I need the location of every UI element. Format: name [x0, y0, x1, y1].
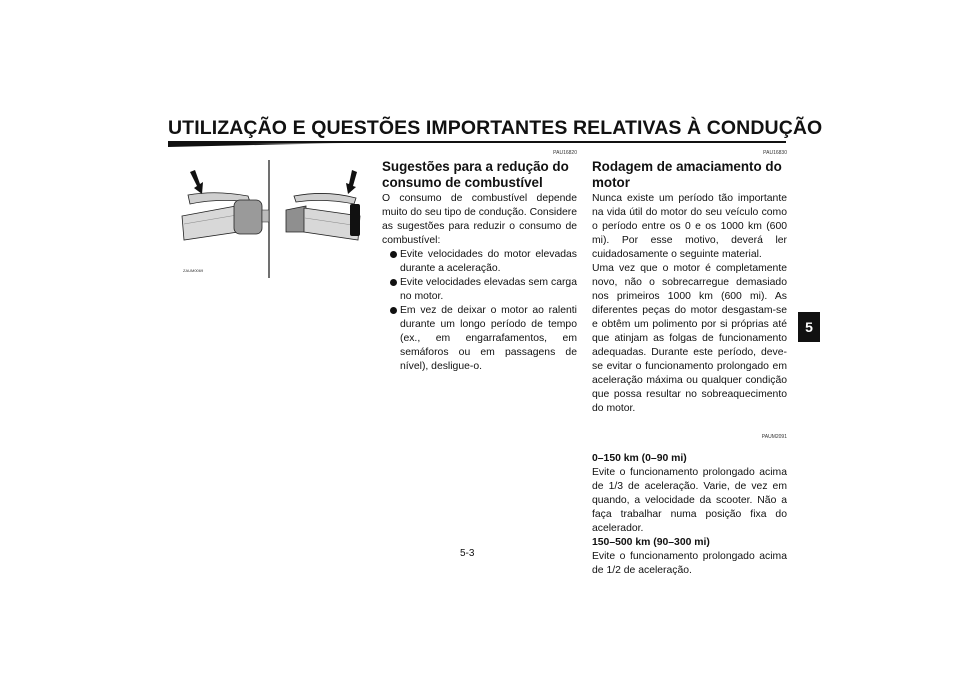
page-title: UTILIZAÇÃO E QUESTÕES IMPORTANTES RELATIVAS À CONDUÇÃO	[168, 117, 823, 139]
chapter-tab: 5	[798, 312, 820, 342]
stage-text: Evite o funcionamento prolongado acima de 1/3 de aceleração. Varie, de vez em quando, a velocidade da scooter. Não a faça trabalhar numa posição fixa do acelerador.	[592, 467, 787, 534]
page-number: 5-3	[460, 548, 475, 559]
list-item: Evite velocidades elevadas sem carga no motor.	[382, 276, 577, 304]
list-item: Em vez de deixar o motor ao ralenti durante um longo período de tempo (ex., em engarrafamentos, em semáforos ou em passagens de nível), desligue-o.	[382, 304, 577, 374]
left-grip-drawing	[182, 193, 269, 240]
ref-code: PAU16820	[553, 150, 577, 156]
section-title: Rodagem de amaciamento do motor	[592, 159, 782, 190]
stage-text: Evite o funcionamento prolongado acima de 1/2 de aceleração.	[592, 551, 787, 576]
stage-title: 0–150 km (0–90 mi)	[592, 453, 687, 464]
header-rule-ornament	[168, 141, 368, 147]
paragraph: Nunca existe um período tão importante na vida útil do motor do seu veículo como o período entre os 0 e os 1000 km (600 mi). Por esse motivo, deverá ler cuidadosamente o seguinte material.	[592, 193, 787, 260]
fuel-consumption-section	[382, 150, 577, 374]
break-in-section	[592, 150, 787, 578]
paragraph: Uma vez que o motor é completamente novo, não o sobrecarregue demasiado nos primeiros 1000 km (600 mi). As diferentes peças do motor desgastam-se e obtêm um polimento por si próprias até que atinjam as folgas de funcionamento adequadas. Durante este período, deve-se evitar o funcionamento prolongado em aceleração máxima ou qualquer condição que possa resultar no sobreaquecimento do motor.	[592, 263, 787, 414]
right-arrow-icon	[346, 170, 357, 194]
ref-code: PAUM2091	[761, 434, 787, 440]
section-title: Sugestões para a redução do consumo de combustível	[382, 159, 569, 190]
ref-code: PAU16830	[763, 150, 787, 156]
left-arrow-icon	[190, 170, 203, 194]
figure-code: ZAUM0069	[183, 268, 204, 273]
tips-list	[382, 248, 577, 374]
list-item: Evite velocidades do motor elevadas durante a aceleração.	[382, 248, 577, 276]
right-grip-drawing	[286, 193, 360, 240]
stage-title: 150–500 km (90–300 mi)	[592, 537, 710, 548]
handlebar-illustration	[176, 160, 372, 278]
intro-paragraph: O consumo de combustível depende muito do seu tipo de condução. Considere as sugestões para reduzir o consumo de combustível:	[382, 193, 577, 246]
